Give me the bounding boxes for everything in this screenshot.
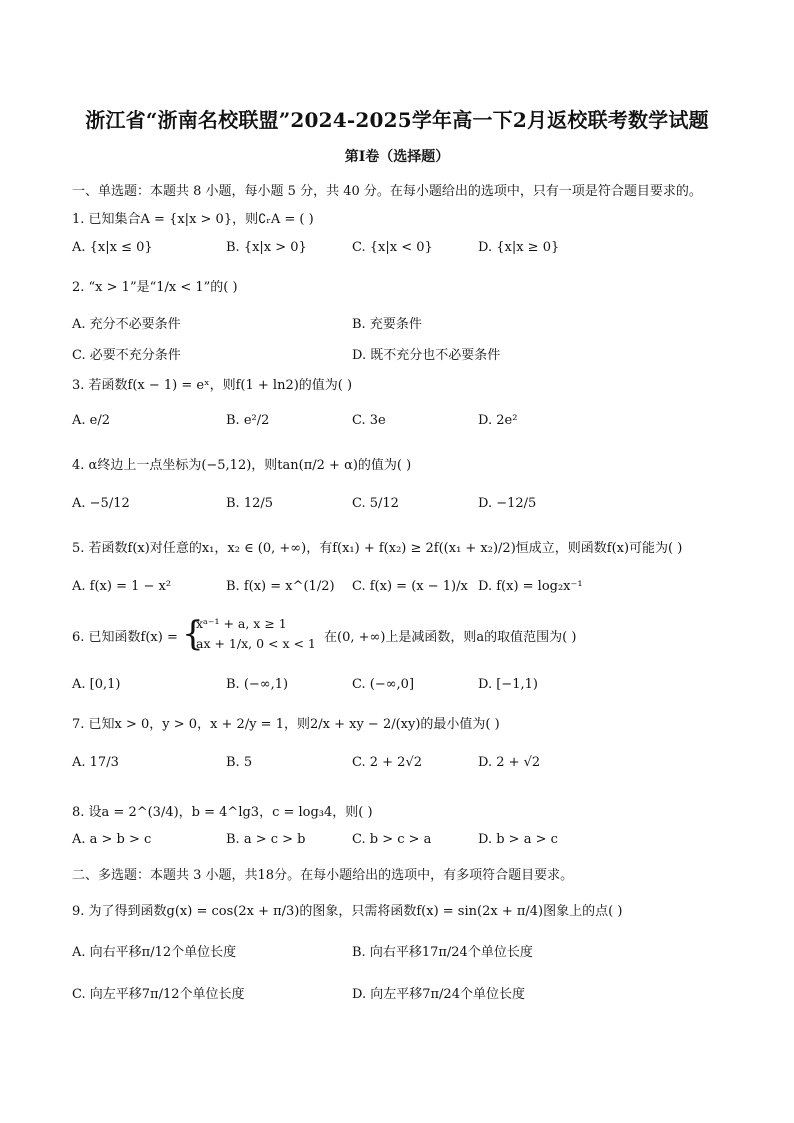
question-2-option-d: D. 既不充分也不必要条件 [352, 348, 501, 363]
question-8-option-c: C. b > c > a [352, 832, 432, 847]
question-5-option-a: A. f(x) = 1 − x² [72, 579, 172, 594]
question-2-option-c: C. 必要不充分条件 [72, 348, 181, 363]
question-3-option-b: B. e²/2 [226, 413, 270, 428]
question-9-option-a: A. 向右平移π/12个单位长度 [72, 945, 237, 960]
question-5-stem: 5. 若函数f(x)对任意的x₁，x₂ ∈ (0, +∞)，有f(x₁) + f(x₂) ≥ 2f((x₁ + x₂)/2)恒成立，则函数f(x)可能为( ) [72, 541, 683, 556]
question-6-option-b: B. (−∞,1) [226, 677, 289, 692]
question-6-piece-top: xᵃ⁻¹ + a, x ≥ 1 [196, 616, 287, 631]
question-6-piece-bottom: ax + 1/x, 0 < x < 1 [196, 636, 316, 651]
question-9-stem: 9. 为了得到函数g(x) = cos(2x + π/3)的图象，只需将函数f(x) = sin(2x + π/4)图象上的点( ) [72, 904, 623, 919]
question-9-option-c: C. 向左平移7π/12个单位长度 [72, 987, 245, 1002]
question-7-option-c: C. 2 + 2√2 [352, 755, 423, 770]
question-1-option-d: D. {x|x ≥ 0} [478, 240, 560, 255]
question-1-stem: 1. 已知集合A = {x|x > 0}，则∁ᵣA = ( ) [72, 212, 314, 227]
question-3-option-c: C. 3e [352, 413, 386, 428]
page-title: 浙江省“浙南名校联盟”2024-2025学年高一下2月返校联考数学试题 [85, 108, 709, 132]
question-3-option-d: D. 2e² [478, 413, 518, 428]
question-4-option-b: B. 12/5 [226, 496, 274, 511]
section-multiple-choice: 二、多选题：本题共 3 小题，共18分。在每小题给出的选项中，有多项符合题目要求。 [72, 868, 574, 883]
question-1-option-b: B. {x|x > 0} [226, 240, 307, 255]
question-6-stem-suffix: 在(0, +∞)上是减函数，则a的取值范围为( ) [324, 630, 577, 645]
question-6-option-c: C. (−∞,0] [352, 677, 415, 692]
question-5-option-d: D. f(x) = log₂x⁻¹ [478, 579, 583, 594]
question-6-option-d: D. [−1,1) [478, 677, 538, 692]
question-2-option-a: A. 充分不必要条件 [72, 317, 181, 332]
section-single-choice: 一、单选题：本题共 8 小题，每小题 5 分，共 40 分。在每小题给出的选项中，只有一项是符合题目要求的。 [72, 184, 702, 199]
question-5-option-c: C. f(x) = (x − 1)/x [352, 579, 468, 594]
question-5-option-b: B. f(x) = x^(1/2) [226, 579, 335, 594]
question-7-option-b: B. 5 [226, 755, 253, 770]
question-6-stem [72, 616, 732, 656]
question-4-stem: 4. α终边上一点坐标为(−5,12)，则tan(π/2 + α)的值为( ) [72, 458, 412, 473]
question-3-option-a: A. e/2 [72, 413, 110, 428]
question-1-option-c: C. {x|x < 0} [352, 240, 433, 255]
question-8-stem: 8. 设a = 2^(3/4)，b = 4^lg3，c = log₃4，则( ) [72, 805, 373, 820]
question-8-option-d: D. b > a > c [478, 832, 558, 847]
question-4-option-d: D. −12/5 [478, 496, 537, 511]
question-4-option-a: A. −5/12 [72, 496, 130, 511]
question-4-option-c: C. 5/12 [352, 496, 399, 511]
question-9-option-b: B. 向右平移17π/24个单位长度 [352, 945, 533, 960]
question-8-option-a: A. a > b > c [72, 832, 152, 847]
question-7-option-a: A. 17/3 [72, 755, 119, 770]
piecewise-brace-icon: { [182, 614, 204, 654]
question-2-stem: 2. “x > 1”是“1/x < 1”的( ) [72, 280, 238, 295]
question-3-stem: 3. 若函数f(x − 1) = eˣ，则f(1 + ln2)的值为( ) [72, 378, 353, 393]
question-2-option-b: B. 充要条件 [352, 317, 422, 332]
question-6-option-a: A. [0,1) [72, 677, 121, 692]
question-8-option-b: B. a > c > b [226, 832, 306, 847]
question-9-option-d: D. 向左平移7π/24个单位长度 [352, 987, 525, 1002]
question-7-option-d: D. 2 + √2 [478, 755, 541, 770]
question-7-stem: 7. 已知x > 0，y > 0，x + 2/y = 1，则2/x + xy − 2/(xy)的最小值为( ) [72, 717, 500, 732]
paper-subtitle: 第Ⅰ卷（选择题） [344, 149, 450, 165]
question-6-stem-prefix: 6. 已知函数f(x) = [72, 630, 178, 645]
question-1-option-a: A. {x|x ≤ 0} [72, 240, 153, 255]
